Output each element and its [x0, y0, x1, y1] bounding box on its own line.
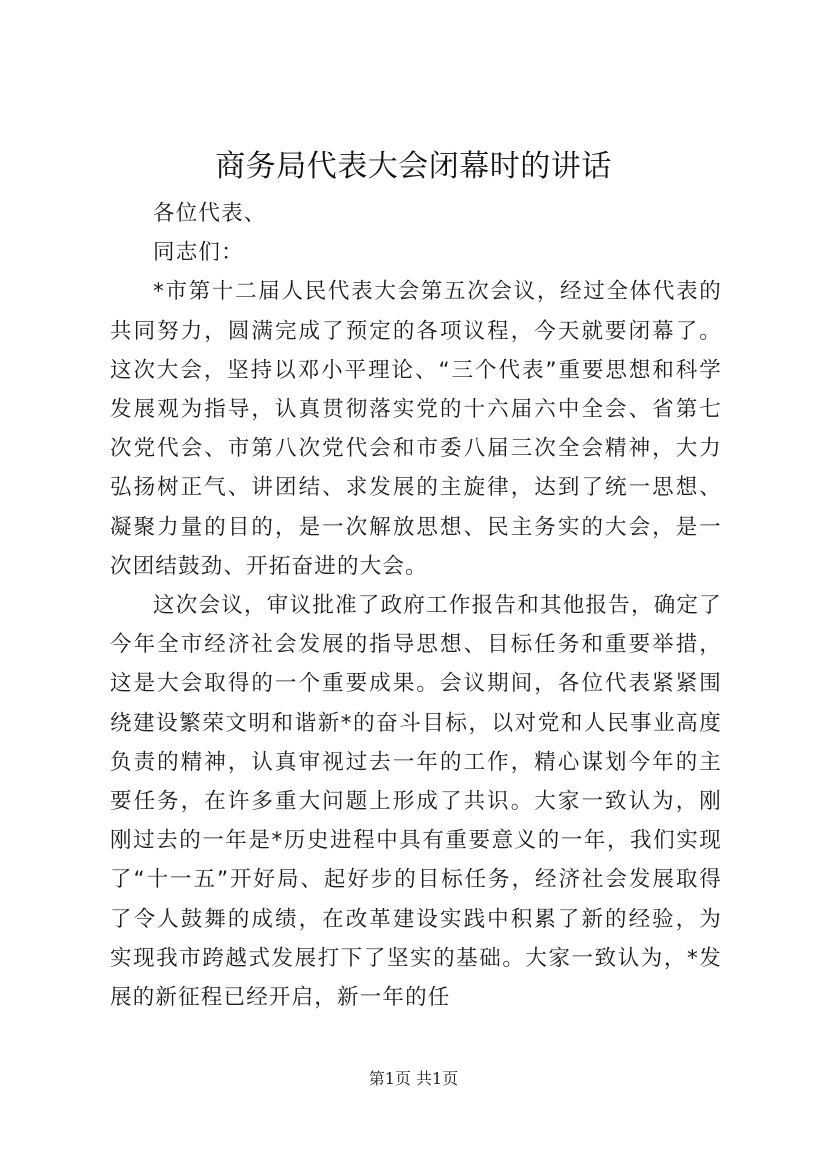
salutation-line-2: 同志们： [153, 240, 244, 266]
page-footer: 第1页 共1页 [368, 1069, 459, 1088]
paragraph-2: 这次会议，审议批准了政府工作报告和其他报告，确定了今年全市经济社会发展的指导思想、目标任务和重要举措，这是大会取得的一个重要成果。会议期间，各位代表紧紧围绕建设繁荣文明和谐新*的奋斗目标，以对党和人民事业高度负责的精神，认真审视过去一年的工作，精心谋划今年的主要任务，在许多重大问题上形成了共识。大家一致认为，刚刚过去的一年是*历史进程中具有重要意义的一年，我们实现了“十一五”开好局、起好步的目标任务，经济社会发展取得了令人鼓舞的成绩，在改革建设实践中积累了新的经验，为实现我市跨越式发展打下了坚实的基础。大家一致认为，*发展的新征程已经开启，新一年的任 [110, 593, 722, 1011]
document-title: 商务局代表大会闭幕时的讲话 [215, 149, 612, 184]
salutation-line-1: 各位代表、 [153, 201, 267, 226]
document-body [110, 194, 722, 1017]
paragraph-1: *市第十二届人民代表大会第五次会议，经过全体代表的共同努力，圆满完成了预定的各项议程，今天就要闭幕了。这次大会，坚持以邓小平理论、“三个代表”重要思想和科学发展观为指导，认真贯彻落实党的十六届六中全会、省第七次党代会、市第八次党代会和市委八届三次全会精神，大力弘扬树正气、讲团结、求发展的主旋律，达到了统一思想、凝聚力量的目的，是一次解放思想、民主务实的大会，是一次团结鼓劲、开拓奋进的大会。 [110, 279, 722, 579]
